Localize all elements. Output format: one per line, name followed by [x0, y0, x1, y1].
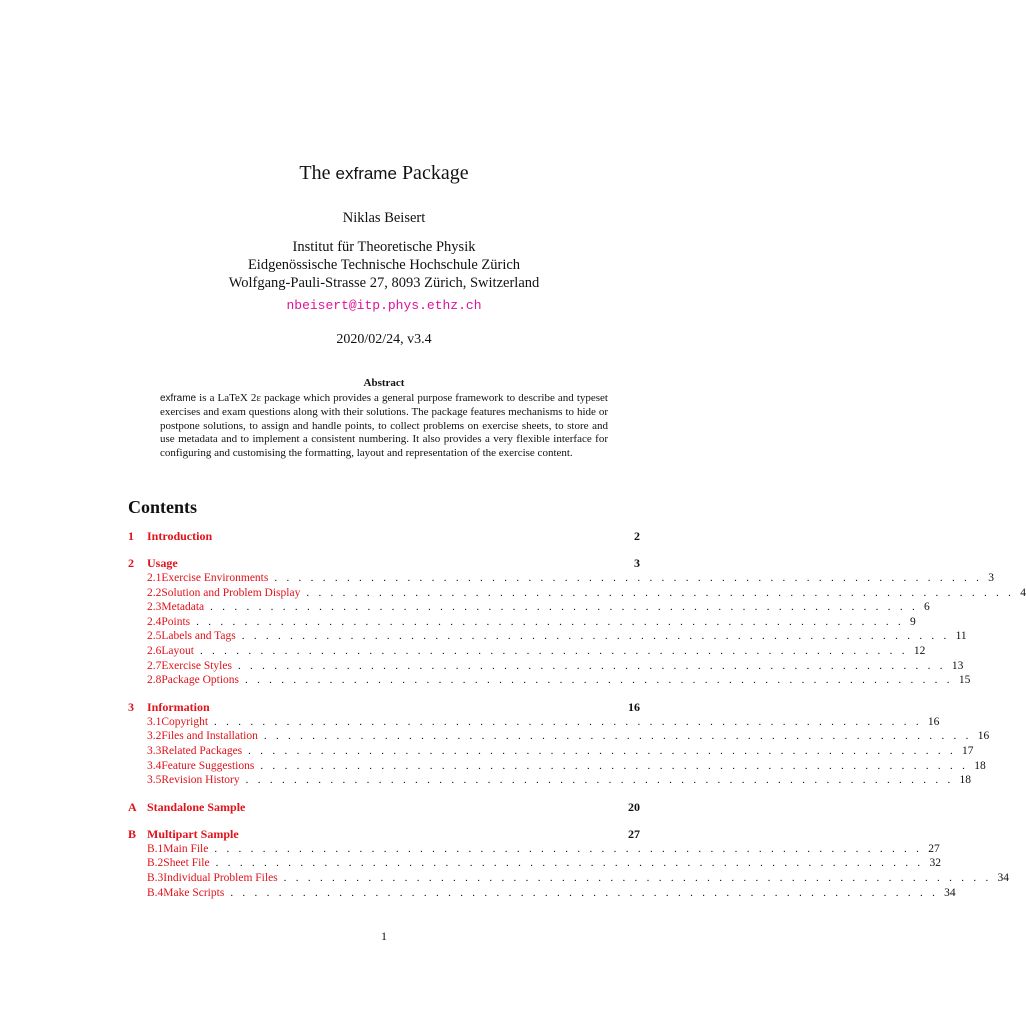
author-name: Niklas Beisert: [342, 210, 426, 226]
toc-subsection[interactable]: [128, 856, 941, 871]
toc-subsection-number: 2.4: [147, 615, 162, 628]
toc-subsection-title[interactable]: Related Packages: [161, 744, 243, 757]
toc-dot-leader: . . . . . . . . . . . . . . . . . . . . . . . . . . . . . . . . . . . . . . . . . . . . . . . . . . . . . . . . . . .: [306, 586, 1015, 599]
toc-subsection-page: 18: [974, 759, 986, 772]
toc-subsection-page: 4: [1020, 586, 1026, 599]
toc-subsection-number: 3.4: [147, 759, 162, 772]
toc-subsection-number: 3.2: [147, 730, 162, 743]
toc-subsection-title[interactable]: Package Options: [161, 674, 239, 687]
toc-subsection[interactable]: [128, 600, 930, 615]
toc-section[interactable]: [128, 826, 640, 842]
toc-subsection[interactable]: [128, 773, 971, 788]
abstract-body: [160, 392, 608, 461]
toc-dot-leader: . . . . . . . . . . . . . . . . . . . . . . . . . . . . . . . . . . . . . . . . . . . . . . . . . . . . . . . . . . .: [214, 715, 922, 728]
toc-gap: [128, 788, 640, 799]
toc-subsection-title[interactable]: Layout: [161, 644, 194, 657]
toc-section-title[interactable]: Standalone Sample: [147, 799, 246, 814]
document-title: [0, 162, 768, 185]
toc-subsection-number: B.3: [147, 871, 164, 884]
toc-subsection[interactable]: [128, 842, 940, 857]
toc-section-title[interactable]: Introduction: [147, 529, 213, 543]
toc-subsection[interactable]: [128, 759, 986, 774]
affiliation-line: Wolfgang-Pauli-Strasse 27, 8093 Zürich, Switzerland: [228, 275, 540, 291]
toc-subsection-title[interactable]: Exercise Styles: [161, 659, 232, 672]
toc-section-title[interactable]: Information: [147, 699, 210, 714]
toc-section-page: 16: [628, 699, 640, 714]
toc-subsection-number: 2.2: [147, 586, 162, 599]
toc-section[interactable]: [128, 555, 640, 571]
affiliation: [0, 238, 768, 292]
toc-section-page: 20: [628, 799, 640, 814]
abstract-package-name: exframe: [160, 393, 197, 404]
toc-subsection-title[interactable]: Individual Problem Files: [163, 871, 278, 884]
toc-subsection-page: 3: [988, 572, 994, 584]
toc-subsection-page: 34: [997, 871, 1010, 884]
toc-subsection-title[interactable]: Points: [161, 615, 191, 628]
toc-subsection-title[interactable]: Solution and Problem Display: [161, 586, 301, 599]
toc-dot-leader: . . . . . . . . . . . . . . . . . . . . . . . . . . . . . . . . . . . . . . . . . . . . . . . . . . . . . . . . . . .: [210, 601, 919, 614]
title-pre: The: [299, 162, 331, 184]
toc-dot-leader: . . . . . . . . . . . . . . . . . . . . . . . . . . . . . . . . . . . . . . . . . . . . . . . . . . . . . . . . . . .: [196, 615, 904, 628]
email-link[interactable]: nbeisert@itp.phys.ethz.ch: [286, 298, 482, 313]
toc-subsection-page: 17: [962, 744, 974, 757]
toc-section-page: 2: [634, 529, 640, 543]
toc-subsection[interactable]: [128, 644, 926, 659]
toc-subsection-page: 15: [958, 674, 971, 687]
toc-section-number: A: [128, 799, 137, 814]
toc-dot-leader: . . . . . . . . . . . . . . . . . . . . . . . . . . . . . . . . . . . . . . . . . . . . . . . . . . . . . . . . . . .: [241, 630, 950, 643]
toc-section[interactable]: [128, 528, 640, 544]
affiliation-line: Institut für Theoretische Physik: [292, 239, 476, 255]
toc-dot-leader: . . . . . . . . . . . . . . . . . . . . . . . . . . . . . . . . . . . . . . . . . . . . . . . . . . . . . . . . . . .: [260, 759, 969, 772]
toc-dot-leader: . . . . . . . . . . . . . . . . . . . . . . . . . . . . . . . . . . . . . . . . . . . . . . . . . . . . . . . . . . .: [237, 659, 946, 672]
toc-dot-leader: . . . . . . . . . . . . . . . . . . . . . . . . . . . . . . . . . . . . . . . . . . . . . . . . . . . . . . . . . . .: [230, 886, 939, 899]
toc-subsection[interactable]: [128, 571, 994, 586]
toc-section-title[interactable]: Usage: [147, 556, 178, 570]
toc-dot-leader: . . . . . . . . . . . . . . . . . . . . . . . . . . . . . . . . . . . . . . . . . . . . . . . . . . . . . . . . . . .: [283, 871, 992, 884]
title-post: Package: [401, 162, 469, 184]
toc-subsection[interactable]: [128, 629, 967, 644]
abstract-text: is a: [196, 392, 218, 404]
toc-subsection-page: 11: [955, 630, 967, 643]
abstract-heading: Abstract: [363, 377, 405, 389]
toc-subsection-title[interactable]: Exercise Environments: [161, 572, 269, 584]
toc-subsection-number: B.1: [147, 842, 164, 855]
toc-dot-leader: . . . . . . . . . . . . . . . . . . . . . . . . . . . . . . . . . . . . . . . . . . . . . . . . . . . . . . . . . . .: [248, 744, 957, 757]
toc-dot-leader: . . . . . . . . . . . . . . . . . . . . . . . . . . . . . . . . . . . . . . . . . . . . . . . . . . . . . . . . . . .: [244, 674, 953, 687]
toc-subsection[interactable]: [128, 586, 1026, 601]
toc-subsection-number: 2.1: [147, 572, 162, 584]
abstract-text: package which provides a general purpose framework to describe and typeset exercises and exam questions along with their solutions. The package features mechanisms to hide or postpone solutions, to assign and handle points, to collect problems on exercise sheets, to store and use metadata and to implement a consistent numbering. It also provides a very flexible interface for configuring and customising the formatting, layout and representation of the exercise content.: [160, 392, 608, 460]
toc-subsection[interactable]: [128, 715, 940, 730]
toc-subsection-number: 2.6: [147, 644, 162, 657]
toc-subsection-number: 2.7: [147, 659, 162, 672]
toc-subsection-number: B.4: [147, 886, 164, 899]
toc-dot-leader: . . . . . . . . . . . . . . . . . . . . . . . . . . . . . . . . . . . . . . . . . . . . . . . . . . . . . . . . . . .: [215, 857, 924, 870]
toc-dot-leader: . . . . . . . . . . . . . . . . . . . . . . . . . . . . . . . . . . . . . . . . . . . . . . . . . . . . . . . . . . .: [263, 730, 972, 743]
toc-subsection-page: 12: [913, 644, 926, 657]
title-package-name: exframe: [335, 164, 397, 183]
toc-section-page: 3: [634, 556, 640, 570]
toc-subsection[interactable]: [128, 729, 990, 744]
toc-subsection-number: 2.8: [147, 674, 162, 687]
toc-gap: [128, 815, 640, 826]
toc-subsection-page: 34: [944, 886, 956, 899]
toc-subsection-page: 16: [977, 730, 990, 743]
toc-subsection-title[interactable]: Files and Installation: [161, 730, 258, 743]
toc-subsection-page: 9: [910, 615, 916, 628]
toc-subsection-title[interactable]: Revision History: [161, 774, 240, 787]
toc-subsection-title[interactable]: Sheet File: [163, 857, 210, 870]
toc-subsection-title[interactable]: Feature Suggestions: [161, 759, 255, 772]
toc-subsection-number: B.2: [147, 857, 164, 870]
affiliation-line: Eidgenössische Technische Hochschule Zürich: [247, 257, 521, 273]
toc-section-number: 2: [128, 556, 134, 570]
toc-subsection-page: 6: [924, 601, 930, 614]
toc-subsection-number: 3.1: [147, 715, 162, 728]
toc-dot-leader: . . . . . . . . . . . . . . . . . . . . . . . . . . . . . . . . . . . . . . . . . . . . . . . . . . . . . . . . . . .: [214, 842, 923, 855]
toc-subsection[interactable]: [128, 744, 974, 759]
toc-section-number: 1: [128, 529, 134, 543]
page-number: 1: [381, 929, 387, 943]
toc-section[interactable]: [128, 699, 640, 715]
toc-gap: [128, 688, 640, 699]
toc-subsection-number: 3.5: [147, 774, 162, 787]
toc-subsection-page: 18: [959, 774, 971, 787]
toc-dot-leader: . . . . . . . . . . . . . . . . . . . . . . . . . . . . . . . . . . . . . . . . . . . . . . . . . . . . . . . . . . .: [245, 774, 954, 787]
toc-subsection-page: 16: [927, 715, 940, 728]
toc-subsection-number: 2.3: [147, 601, 162, 614]
toc-dot-leader: . . . . . . . . . . . . . . . . . . . . . . . . . . . . . . . . . . . . . . . . . . . . . . . . . . . . . . . . . . .: [274, 572, 983, 584]
document-date: 2020/02/24, v3.4: [336, 332, 432, 347]
toc-subsection[interactable]: [128, 615, 916, 630]
toc-subsection-title[interactable]: Metadata: [161, 601, 205, 614]
toc-subsection-page: 32: [929, 857, 941, 870]
toc-section-page: 27: [628, 826, 640, 841]
toc-gap: [128, 544, 640, 555]
toc-dot-leader: . . . . . . . . . . . . . . . . . . . . . . . . . . . . . . . . . . . . . . . . . . . . . . . . . . . . . . . . . . .: [199, 644, 908, 657]
latex-logo: LaTeX 2ε: [217, 392, 262, 404]
toc-subsection[interactable]: [128, 673, 971, 688]
toc-subsection-number: 2.5: [147, 630, 162, 643]
toc-subsection[interactable]: [128, 886, 956, 901]
toc-subsection-number: 3.3: [147, 744, 162, 757]
toc-section-number: B: [128, 826, 137, 841]
toc-subsection-title[interactable]: Labels and Tags: [161, 630, 236, 643]
toc-section-title[interactable]: Multipart Sample: [147, 826, 239, 841]
contents-heading: Contents: [128, 497, 198, 517]
toc-section[interactable]: [128, 799, 640, 815]
toc-subsection-page: 13: [951, 659, 964, 672]
toc-subsection[interactable]: [128, 871, 1010, 886]
table-of-contents: [128, 528, 1026, 900]
toc-subsection-title[interactable]: Make Scripts: [163, 886, 225, 899]
toc-subsection[interactable]: [128, 659, 964, 674]
toc-subsection-page: 27: [928, 842, 940, 855]
toc-subsection-title[interactable]: Main File: [163, 842, 209, 855]
toc-section-number: 3: [128, 699, 134, 714]
toc-subsection-title[interactable]: Copyright: [161, 715, 209, 728]
